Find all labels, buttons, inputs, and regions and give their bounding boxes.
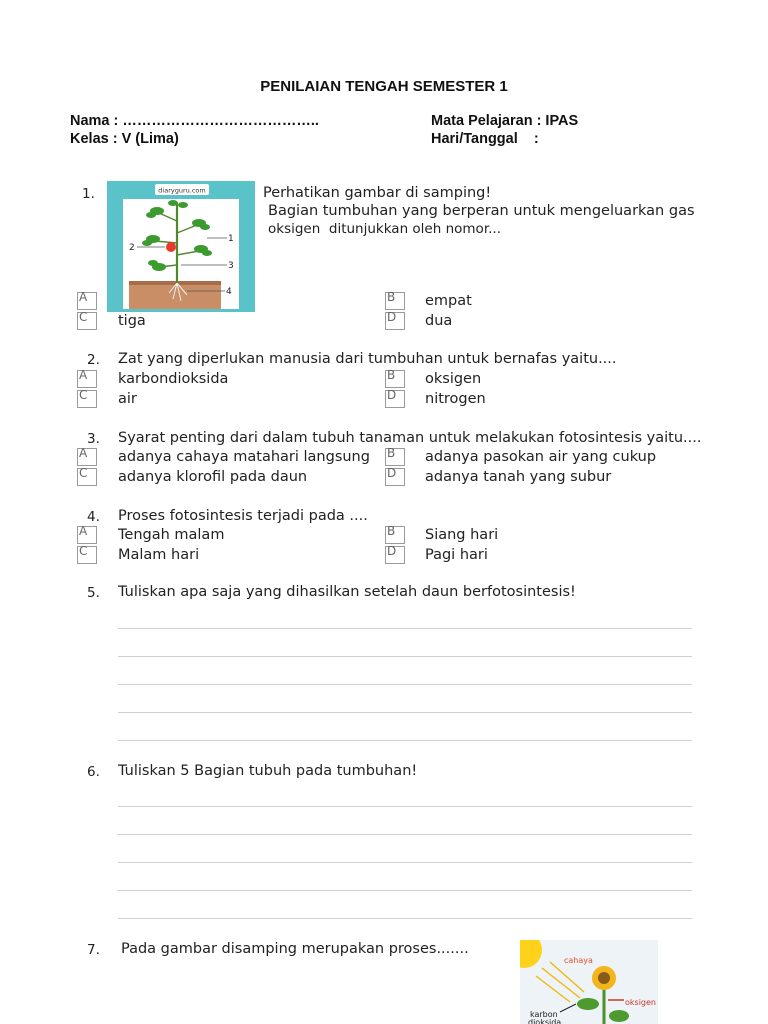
option-d-text: Pagi hari [425, 547, 488, 563]
option-c-text: air [118, 391, 137, 407]
question-text-line: oksigen ditunjukkan oleh nomor... [268, 221, 502, 237]
diagram-label-4: 4 [226, 287, 232, 297]
option-b-checkbox[interactable]: B [385, 292, 405, 310]
option-a-checkbox[interactable]: A [77, 292, 97, 310]
question-text: Tuliskan 5 Bagian tubuh pada tumbuhan! [118, 763, 418, 779]
question-text: Tuliskan apa saja yang dihasilkan setelah daun berfotosintesis! [118, 584, 576, 600]
answer-line[interactable] [118, 684, 692, 685]
label-karbon: karbon [530, 1010, 558, 1019]
option-b-text: oksigen [425, 371, 482, 387]
option-d-checkbox[interactable]: D [385, 468, 405, 486]
hari-tanggal-field: Hari/Tanggal : [431, 131, 539, 147]
option-b-text: empat [425, 293, 472, 309]
option-c-text: adanya klorofil pada daun [118, 469, 308, 485]
option-c-checkbox[interactable]: C [77, 312, 97, 330]
label-cahaya: cahaya [564, 956, 593, 965]
answer-line[interactable] [118, 834, 692, 835]
diagram-label-2: 2 [129, 243, 135, 253]
question-text-line: Perhatikan gambar di samping! [263, 185, 492, 201]
plant-diagram-svg [107, 181, 255, 312]
photosynthesis-image [520, 940, 658, 1024]
option-b-checkbox[interactable]: B [385, 370, 405, 388]
option-b-checkbox[interactable]: B [385, 526, 405, 544]
question-text: Proses fotosintesis terjadi pada .... [118, 508, 368, 524]
question-number: 4. [87, 509, 100, 525]
page-title: PENILAIAN TENGAH SEMESTER 1 [260, 78, 508, 95]
kelas-field: Kelas : V (Lima) [70, 131, 179, 147]
diagram-label-1: 1 [228, 234, 234, 244]
question-number: 6. [87, 764, 100, 780]
question-text: Syarat penting dari dalam tubuh tanaman untuk melakukan fotosintesis yaitu.... [118, 430, 702, 446]
option-c-text: Malam hari [118, 547, 200, 563]
question-number: 7. [87, 942, 100, 958]
option-d-text: dua [425, 313, 453, 329]
option-d-text: adanya tanah yang subur [425, 469, 612, 485]
option-a-text: karbondioksida [118, 371, 229, 387]
label-dioksida: dioksida [528, 1018, 562, 1024]
option-c-text: tiga [118, 313, 146, 329]
option-a-text: adanya cahaya matahari langsung [118, 449, 370, 465]
question-text-line: Bagian tumbuhan yang berperan untuk mengeluarkan gas [268, 203, 695, 219]
plant-diagram-image [107, 181, 255, 312]
answer-line[interactable] [118, 862, 692, 863]
question-number: 1. [82, 186, 95, 202]
question-text: Pada gambar disamping merupakan proses....... [121, 941, 469, 957]
option-d-checkbox[interactable]: D [385, 312, 405, 330]
answer-line[interactable] [118, 918, 692, 919]
option-c-checkbox[interactable]: C [77, 468, 97, 486]
answer-line[interactable] [118, 740, 692, 741]
answer-line[interactable] [118, 656, 692, 657]
option-d-checkbox[interactable]: D [385, 390, 405, 408]
answer-line[interactable] [118, 890, 692, 891]
option-a-checkbox[interactable]: A [77, 448, 97, 466]
option-b-text: Siang hari [425, 527, 499, 543]
question-number: 2. [87, 352, 100, 368]
diagram-label-3: 3 [228, 261, 234, 271]
option-b-text: adanya pasokan air yang cukup [425, 449, 657, 465]
option-c-checkbox[interactable]: C [77, 546, 97, 564]
nama-field: Nama : ………………………………….. [70, 113, 319, 129]
answer-line[interactable] [118, 712, 692, 713]
answer-line[interactable] [118, 806, 692, 807]
question-number: 3. [87, 431, 100, 447]
question-number: 5. [87, 585, 100, 601]
option-d-text: nitrogen [425, 391, 486, 407]
option-b-checkbox[interactable]: B [385, 448, 405, 466]
question-text: Zat yang diperlukan manusia dari tumbuhan untuk bernafas yaitu.... [118, 351, 617, 367]
option-c-checkbox[interactable]: C [77, 390, 97, 408]
mata-pelajaran-field: Mata Pelajaran : IPAS [431, 113, 579, 129]
photosynthesis-svg [520, 940, 658, 1024]
option-d-checkbox[interactable]: D [385, 546, 405, 564]
label-oksigen: oksigen [625, 998, 656, 1007]
watermark-text: diaryguru.com [158, 186, 206, 195]
option-a-checkbox[interactable]: A [77, 370, 97, 388]
answer-line[interactable] [118, 628, 692, 629]
option-a-checkbox[interactable]: A [77, 526, 97, 544]
option-a-text: Tengah malam [118, 527, 225, 543]
